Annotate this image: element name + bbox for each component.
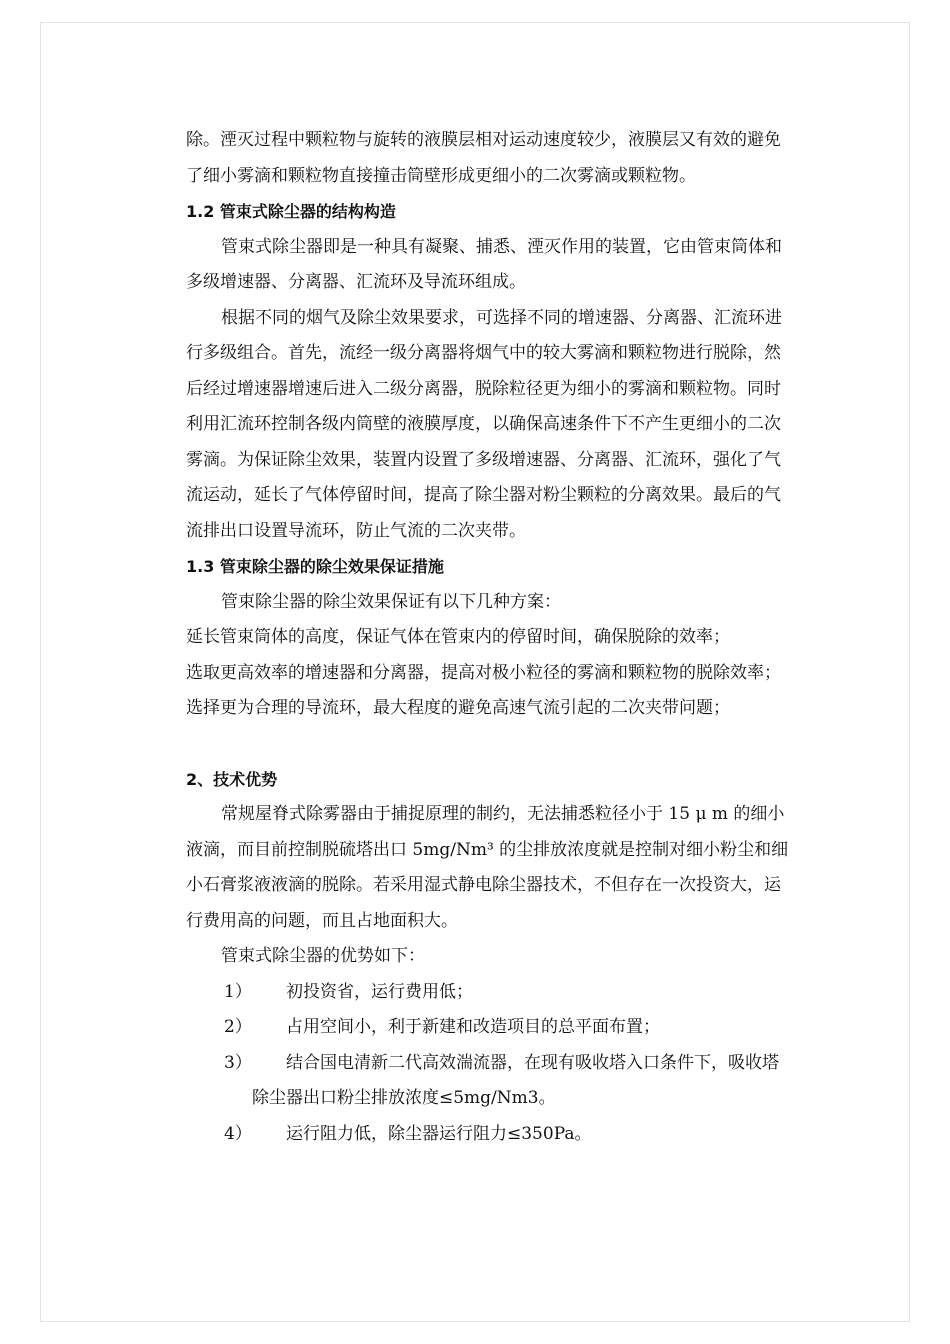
- text-line: 了细小雾滴和颗粒物直接撞击筒壁形成更细小的二次雾滴或颗粒物。: [186, 165, 696, 186]
- list-item: [186, 1117, 856, 1153]
- text-line: 雾滴。为保证除尘效果，装置内设置了多级增速器、分离器、汇流环，强化了气: [186, 449, 781, 470]
- list-number: 2）: [224, 1017, 252, 1037]
- text-line: 多级增速器、分离器、汇流环及导流环组成。: [186, 272, 526, 292]
- text-line: 管束除尘器的除尘效果保证有以下几种方案：: [221, 591, 561, 612]
- text-line: 流排出口设置导流环，防止气流的二次夹带。: [186, 520, 526, 541]
- text-line: 管束式除尘器的优势如下：: [221, 946, 425, 966]
- section-heading-1-2: 1.2 管束式除尘器的结构构造: [186, 202, 396, 221]
- list-item: [186, 1046, 856, 1082]
- list-text: 运行阻力低，除尘器运行阻力≤350Pa。: [286, 1123, 592, 1144]
- list-text: 除尘器出口粉尘排放浓度≤5mg/Nm3。: [252, 1088, 556, 1108]
- list-number: 4）: [224, 1123, 252, 1144]
- text-line: 后经过增速器增速后进入二级分离器，脱除粒径更为细小的雾滴和颗粒物。同时: [186, 378, 781, 399]
- text-line: 流运动，延长了气体停留时间，提高了除尘器对粉尘颗粒的分离效果。最后的气: [186, 485, 781, 505]
- page-content: [186, 123, 856, 1152]
- text-line: 选择更为合理的导流环，最大程度的避免高速气流引起的二次夹带问题；: [186, 698, 730, 718]
- list-text: 结合国电清新二代高效湍流器，在现有吸收塔入口条件下，吸收塔: [286, 1052, 779, 1073]
- text-line: 除。湮灭过程中颗粒物与旋转的液膜层相对运动速度较少，液膜层又有效的避免: [186, 130, 781, 150]
- list-item: [186, 975, 856, 1011]
- list-text: 占用空间小，利于新建和改造项目的总平面布置；: [286, 1017, 660, 1037]
- text-line: 行多级组合。首先，流经一级分离器将烟气中的较大雾滴和颗粒物进行脱除，然: [186, 343, 781, 363]
- section-heading-2: 2、技术优势: [186, 769, 278, 789]
- list-number: 3）: [224, 1052, 252, 1073]
- text-line: 利用汇流环控制各级内筒壁的液膜厚度，以确保高速条件下不产生更细小的二次: [186, 414, 781, 434]
- text-line: 延长管束筒体的高度，保证气体在管束内的停留时间，确保脱除的效率；: [186, 627, 730, 647]
- document-page: [40, 22, 910, 1322]
- text-line: 选取更高效率的增速器和分离器，提高对极小粒径的雾滴和颗粒物的脱除效率；: [186, 662, 781, 683]
- text-line: 液滴，而目前控制脱硫塔出口 5mg/Nm³ 的尘排放浓度就是控制对细小粉尘和细: [186, 839, 789, 860]
- text-line: 常规屋脊式除雾器由于捕捉原理的制约，无法捕悉粒径小于 15 μ m 的细小: [221, 804, 785, 824]
- blank-line: [186, 727, 856, 762]
- text-line: 管束式除尘器即是一种具有凝聚、捕悉、湮灭作用的装置，它由管束筒体和: [221, 236, 782, 257]
- list-text: 初投资省，运行费用低；: [286, 981, 473, 1002]
- text-line: 根据不同的烟气及除尘效果要求，可选择不同的增速器、分离器、汇流环进: [221, 307, 782, 328]
- list-item-continuation: [186, 1081, 856, 1117]
- text-line: 小石膏浆液液滴的脱除。若采用湿式静电除尘器技术，不但存在一次投资大，运: [186, 875, 781, 895]
- section-heading-1-3: 1.3 管束除尘器的除尘效果保证措施: [186, 557, 444, 576]
- text-line: 行费用高的问题，而且占地面积大。: [186, 910, 458, 931]
- list-item: [186, 1010, 856, 1046]
- list-number: 1）: [224, 981, 252, 1002]
